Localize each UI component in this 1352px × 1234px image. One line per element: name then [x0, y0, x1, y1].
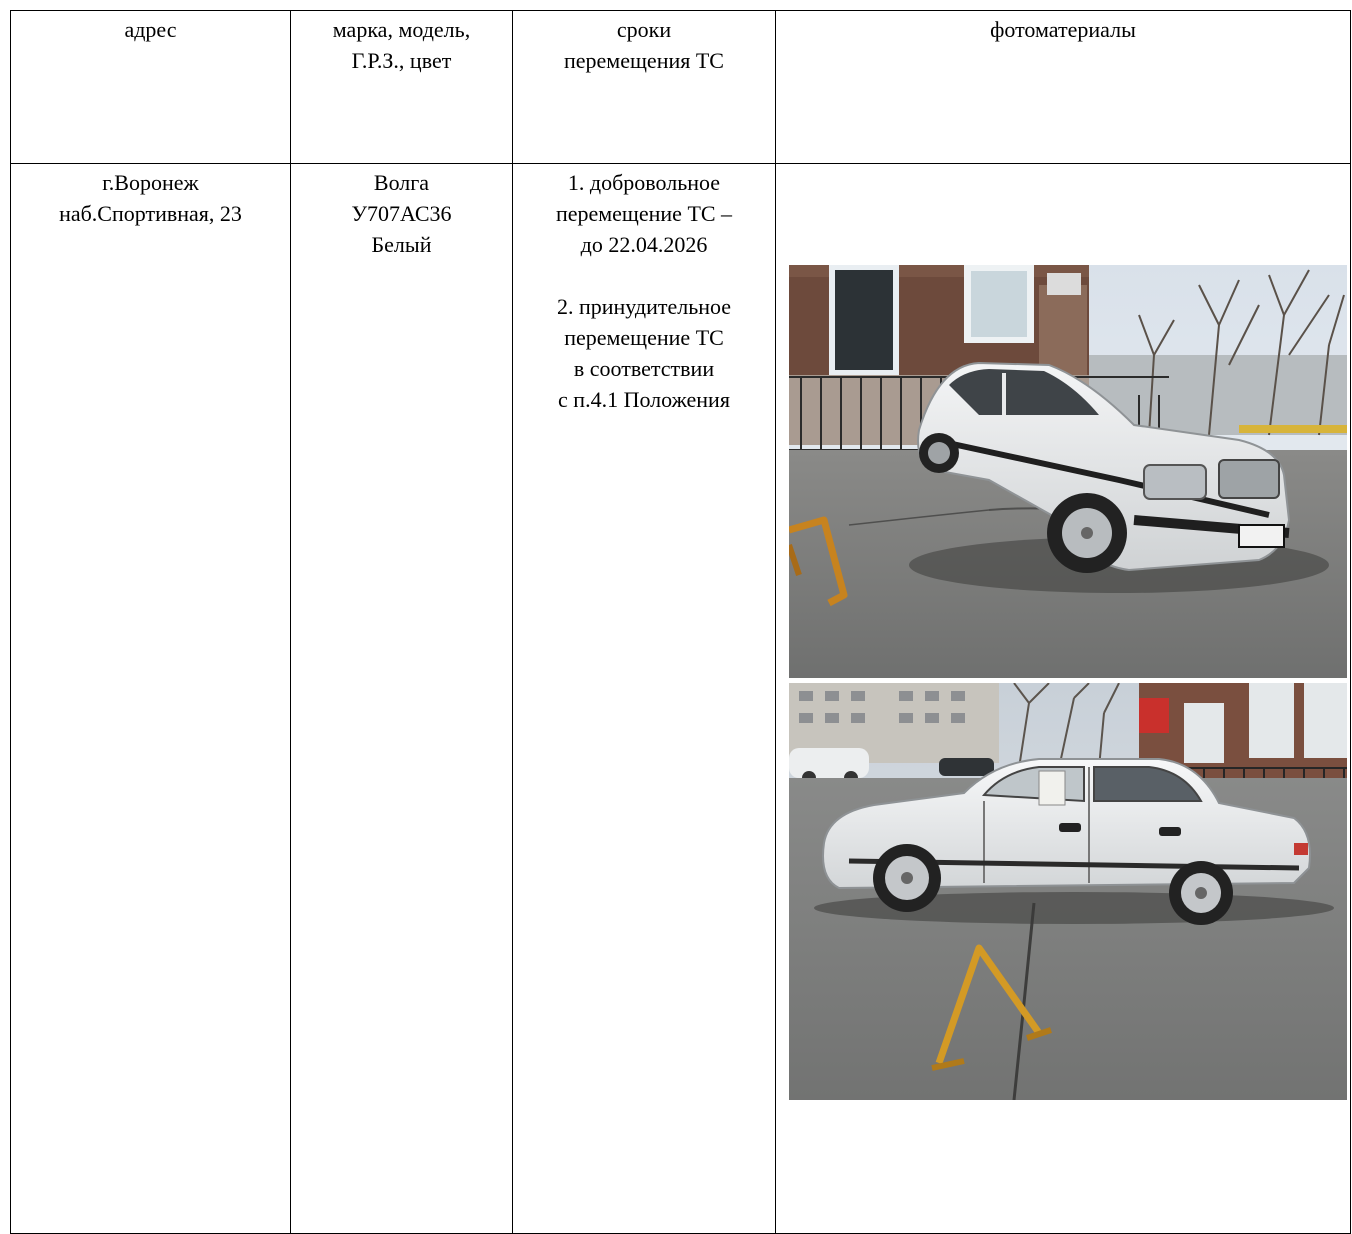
vehicle-make: Волга — [373, 170, 430, 195]
term1-line3: до 22.04.2026 — [580, 232, 708, 257]
header-vehicle-line2: Г.Р.З., цвет — [351, 48, 452, 73]
header-terms-line2: перемещения ТС — [564, 48, 724, 73]
address-street: наб.Спортивная, 23 — [59, 201, 242, 226]
vehicle-plate: У707АС36 — [351, 201, 452, 226]
vehicle-photo-side-image — [789, 683, 1347, 1100]
vehicle-photo-side — [789, 683, 1347, 1100]
vehicle-color: Белый — [371, 232, 432, 257]
table-header-row — [11, 11, 1351, 164]
term2-line3: в соответствии — [573, 356, 715, 381]
address-city: г.Воронеж — [102, 170, 199, 195]
header-terms — [513, 11, 776, 164]
term1-line2: перемещение ТС – — [555, 201, 733, 226]
header-terms-line1: сроки — [616, 17, 672, 42]
term2-line2: перемещение ТС — [564, 325, 724, 350]
term-spacer — [517, 260, 771, 291]
term2-line4: с п.4.1 Положения — [558, 387, 730, 412]
cell-address — [11, 164, 291, 1234]
header-address-text: адрес — [124, 17, 177, 42]
vehicle-photo-front — [789, 265, 1347, 678]
term1-line1: 1. добровольное — [567, 170, 721, 195]
header-address — [11, 11, 291, 164]
header-vehicle-line1: марка, модель, — [332, 17, 471, 42]
term2-line1: 2. принудительное — [556, 294, 732, 319]
header-photos-text: фотоматериалы — [990, 17, 1136, 42]
vehicle-photo-front-image — [789, 265, 1347, 678]
header-vehicle — [291, 11, 513, 164]
cell-terms — [513, 164, 776, 1234]
header-photos — [776, 11, 1351, 164]
cell-vehicle — [291, 164, 513, 1234]
